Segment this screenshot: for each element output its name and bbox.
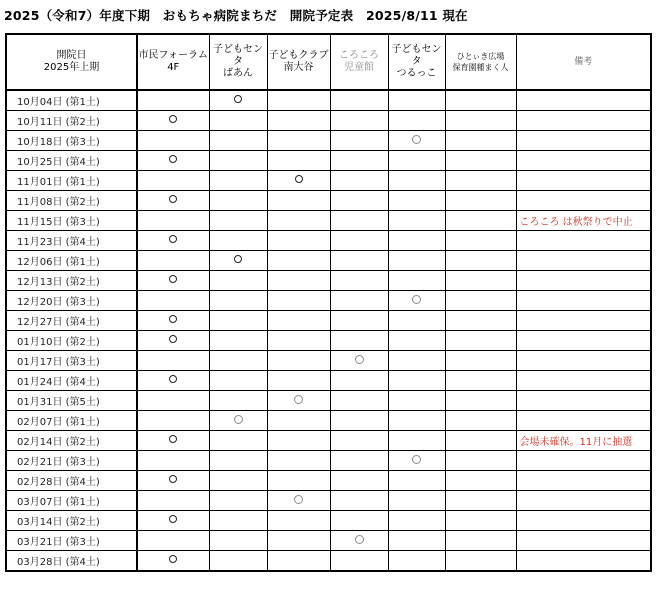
open-circle-icon <box>169 155 177 163</box>
note-cell <box>516 371 651 391</box>
open-circle-icon <box>295 175 303 183</box>
date-cell: 11月23日 (第4土) <box>6 231 137 251</box>
venue-cell <box>388 151 445 171</box>
venue-cell <box>137 471 209 491</box>
venue-cell <box>137 271 209 291</box>
note-cell <box>516 111 651 131</box>
schedule-row <box>6 291 651 311</box>
venue-cell <box>388 451 445 471</box>
open-circle-icon <box>169 515 177 523</box>
venue-cell <box>330 391 388 411</box>
date-cell: 10月04日 (第1土) <box>6 90 137 111</box>
venue-cell <box>330 291 388 311</box>
venue-header-baan <box>209 34 267 90</box>
venue-cell <box>137 371 209 391</box>
schedule-row <box>6 511 651 531</box>
venue-cell <box>137 191 209 211</box>
venue-cell <box>445 431 516 451</box>
note-cell: ころころ は秋祭りで中止 <box>516 211 651 231</box>
schedule-row <box>6 311 651 331</box>
date-cell: 02月21日 (第3土) <box>6 451 137 471</box>
venue-cell <box>267 291 330 311</box>
date-cell: 10月25日 (第4土) <box>6 151 137 171</box>
venue-cell <box>137 531 209 551</box>
venue-cell <box>445 371 516 391</box>
venue-header-line: ばあん <box>223 68 253 79</box>
note-cell <box>516 291 651 311</box>
open-circle-icon <box>169 235 177 243</box>
venue-cell <box>209 191 267 211</box>
venue-cell <box>209 431 267 451</box>
venue-cell <box>445 391 516 411</box>
open-circle-icon <box>169 335 177 343</box>
schedule-row <box>6 531 651 551</box>
open-circle-icon <box>169 195 177 203</box>
date-cell: 11月15日 (第3土) <box>6 211 137 231</box>
venue-header-tsurukko <box>388 34 445 90</box>
note-cell <box>516 171 651 191</box>
venue-cell <box>267 511 330 531</box>
venue-cell <box>330 471 388 491</box>
open-circle-icon <box>169 435 177 443</box>
venue-cell <box>267 211 330 231</box>
date-cell: 12月20日 (第3土) <box>6 291 137 311</box>
venue-cell <box>209 551 267 572</box>
venue-cell <box>209 371 267 391</box>
schedule-row <box>6 371 651 391</box>
notes-column-title: 備考 <box>574 57 593 67</box>
venue-cell <box>209 311 267 331</box>
schedule-row <box>6 451 651 471</box>
date-cell: 01月17日 (第3土) <box>6 351 137 371</box>
open-circle-icon <box>355 355 364 364</box>
venue-cell <box>330 331 388 351</box>
venue-cell <box>209 411 267 431</box>
note-cell <box>516 551 651 572</box>
open-circle-icon <box>294 495 303 504</box>
venue-cell <box>267 171 330 191</box>
venue-cell <box>137 551 209 572</box>
venue-cell <box>267 451 330 471</box>
schedule-row <box>6 131 651 151</box>
venue-cell <box>445 231 516 251</box>
venue-cell <box>267 131 330 151</box>
venue-cell <box>445 251 516 271</box>
open-circle-icon <box>169 315 177 323</box>
schedule-row <box>6 211 651 231</box>
venue-cell <box>137 311 209 331</box>
note-cell <box>516 411 651 431</box>
venue-cell <box>267 531 330 551</box>
date-cell: 11月01日 (第1土) <box>6 171 137 191</box>
venue-cell <box>330 191 388 211</box>
venue-cell <box>267 90 330 111</box>
venue-cell <box>388 90 445 111</box>
venue-cell <box>267 191 330 211</box>
venue-header-line: 南大谷 <box>283 62 314 73</box>
note-cell <box>516 311 651 331</box>
note-cell <box>516 471 651 491</box>
venue-cell <box>330 371 388 391</box>
venue-cell <box>388 271 445 291</box>
notes-column-header <box>516 34 651 90</box>
venue-cell <box>388 431 445 451</box>
open-circle-icon <box>169 375 177 383</box>
venue-cell <box>388 231 445 251</box>
note-cell <box>516 391 651 411</box>
venue-cell <box>445 511 516 531</box>
open-circle-icon <box>169 115 177 123</box>
open-circle-icon <box>412 295 421 304</box>
venue-cell <box>330 431 388 451</box>
schedule-row <box>6 411 651 431</box>
note-cell <box>516 191 651 211</box>
venue-cell <box>330 111 388 131</box>
venue-header-line: つるっこ <box>396 68 437 79</box>
date-cell: 03月28日 (第4土) <box>6 551 137 572</box>
venue-header-line: ころころ <box>339 50 379 61</box>
note-cell <box>516 90 651 111</box>
venue-cell <box>445 331 516 351</box>
date-cell: 03月14日 (第2土) <box>6 511 137 531</box>
date-cell: 01月10日 (第2土) <box>6 331 137 351</box>
date-cell: 12月13日 (第2土) <box>6 271 137 291</box>
venue-cell <box>137 391 209 411</box>
venue-cell <box>330 491 388 511</box>
venue-header-line: 子どもセンタ <box>213 44 263 67</box>
venue-cell <box>388 411 445 431</box>
open-circle-icon <box>234 255 242 263</box>
venue-cell <box>330 151 388 171</box>
venue-cell <box>445 211 516 231</box>
venue-cell <box>267 391 330 411</box>
venue-cell <box>445 411 516 431</box>
venue-cell <box>137 451 209 471</box>
venue-cell <box>209 211 267 231</box>
note-cell <box>516 231 651 251</box>
venue-cell <box>445 171 516 191</box>
open-circle-icon <box>169 555 177 563</box>
venue-cell <box>209 351 267 371</box>
venue-cell <box>209 231 267 251</box>
note-cell <box>516 351 651 371</box>
venue-cell <box>137 171 209 191</box>
venue-cell <box>330 311 388 331</box>
note-cell <box>516 271 651 291</box>
venue-cell <box>388 331 445 351</box>
open-circle-icon <box>234 415 243 424</box>
venue-cell <box>445 151 516 171</box>
venue-cell <box>209 451 267 471</box>
note-cell <box>516 491 651 511</box>
schedule-row <box>6 90 651 111</box>
venue-cell <box>267 551 330 572</box>
date-cell: 03月07日 (第1土) <box>6 491 137 511</box>
venue-cell <box>267 411 330 431</box>
venue-cell <box>330 411 388 431</box>
venue-header-line: 子どもクラブ <box>268 50 329 61</box>
venue-cell <box>137 251 209 271</box>
schedule-row <box>6 171 651 191</box>
date-cell: 12月27日 (第4土) <box>6 311 137 331</box>
note-cell <box>516 451 651 471</box>
schedule-row <box>6 111 651 131</box>
venue-cell <box>388 171 445 191</box>
venue-cell <box>137 111 209 131</box>
schedule-row <box>6 431 651 451</box>
schedule-row <box>6 251 651 271</box>
venue-header-line: 児童館 <box>344 62 374 73</box>
venue-cell <box>388 511 445 531</box>
open-circle-icon <box>294 395 303 404</box>
date-column-subtitle: 2025年上期 <box>43 62 100 73</box>
venue-cell <box>330 211 388 231</box>
venue-cell <box>209 171 267 191</box>
venue-cell <box>267 331 330 351</box>
date-cell: 02月14日 (第2土) <box>6 431 137 451</box>
venue-cell <box>388 291 445 311</box>
venue-cell <box>445 271 516 291</box>
schedule-row <box>6 391 651 411</box>
venue-cell <box>388 391 445 411</box>
date-column-title: 開院日 <box>56 50 87 61</box>
venue-cell <box>267 271 330 291</box>
venue-cell <box>209 271 267 291</box>
schedule-row <box>6 231 651 251</box>
venue-header-line: 保育園種まく人 <box>452 63 509 72</box>
venue-cell <box>209 90 267 111</box>
venue-cell <box>137 231 209 251</box>
venue-cell <box>137 331 209 351</box>
venue-cell <box>137 131 209 151</box>
venue-cell <box>330 551 388 572</box>
venue-cell <box>445 191 516 211</box>
venue-cell <box>445 451 516 471</box>
venue-cell <box>137 491 209 511</box>
page-title: 2025（令和7）年度下期 おもちゃ病院まちだ 開院予定表 2025/8/11 現在 <box>4 8 468 23</box>
venue-cell <box>137 291 209 311</box>
venue-cell <box>330 511 388 531</box>
schedule-row <box>6 151 651 171</box>
venue-cell <box>388 211 445 231</box>
venue-cell <box>445 131 516 151</box>
schedule-row <box>6 271 651 291</box>
venue-cell <box>137 431 209 451</box>
schedule-body <box>6 90 651 571</box>
note-cell <box>516 511 651 531</box>
venue-cell <box>388 371 445 391</box>
date-cell: 11月08日 (第2土) <box>6 191 137 211</box>
venue-cell <box>445 90 516 111</box>
date-cell: 02月28日 (第4土) <box>6 471 137 491</box>
venue-cell <box>267 311 330 331</box>
note-cell <box>516 331 651 351</box>
schedule-row <box>6 191 651 211</box>
date-cell: 10月11日 (第2土) <box>6 111 137 131</box>
venue-cell <box>330 131 388 151</box>
note-cell: 会場未確保。11月に抽選 <box>516 431 651 451</box>
header-row <box>6 34 651 90</box>
venue-cell <box>388 351 445 371</box>
venue-cell <box>209 251 267 271</box>
venue-cell <box>445 291 516 311</box>
venue-cell <box>137 511 209 531</box>
venue-cell <box>137 411 209 431</box>
date-cell: 03月21日 (第3土) <box>6 531 137 551</box>
venue-cell <box>137 90 209 111</box>
schedule-row <box>6 551 651 572</box>
venue-cell <box>388 191 445 211</box>
open-circle-icon <box>169 275 177 283</box>
venue-cell <box>445 111 516 131</box>
schedule-row <box>6 331 651 351</box>
schedule-row <box>6 471 651 491</box>
venue-cell <box>388 531 445 551</box>
venue-cell <box>388 311 445 331</box>
venue-cell <box>445 311 516 331</box>
venue-cell <box>267 151 330 171</box>
note-cell <box>516 131 651 151</box>
date-cell: 10月18日 (第3土) <box>6 131 137 151</box>
venue-cell <box>137 351 209 371</box>
note-cell <box>516 531 651 551</box>
venue-cell <box>209 511 267 531</box>
venue-cell <box>267 111 330 131</box>
venue-cell <box>209 471 267 491</box>
venue-cell <box>330 90 388 111</box>
venue-header-line: 市民フォーラム <box>138 50 208 61</box>
venue-cell <box>330 271 388 291</box>
venue-cell <box>388 491 445 511</box>
venue-header-minami-ooya <box>267 34 330 90</box>
venue-cell <box>209 491 267 511</box>
venue-cell <box>209 151 267 171</box>
venue-cell <box>330 351 388 371</box>
date-cell: 01月31日 (第5土) <box>6 391 137 411</box>
venue-cell <box>267 431 330 451</box>
open-circle-icon <box>234 95 242 103</box>
venue-cell <box>267 231 330 251</box>
venue-cell <box>388 551 445 572</box>
note-cell <box>516 251 651 271</box>
venue-header-korokoro <box>330 34 388 90</box>
venue-cell <box>330 251 388 271</box>
open-circle-icon <box>355 535 364 544</box>
venue-cell <box>330 231 388 251</box>
venue-cell <box>267 251 330 271</box>
venue-cell <box>267 491 330 511</box>
schedule-table <box>5 33 652 572</box>
venue-cell <box>209 331 267 351</box>
venue-cell <box>388 471 445 491</box>
venue-cell <box>209 531 267 551</box>
venue-cell <box>267 471 330 491</box>
schedule-row <box>6 351 651 371</box>
venue-cell <box>209 111 267 131</box>
venue-header-line: ひとぃき広場 <box>456 52 505 61</box>
venue-cell <box>330 171 388 191</box>
venue-cell <box>267 351 330 371</box>
venue-cell <box>137 211 209 231</box>
venue-cell <box>388 131 445 151</box>
venue-cell <box>209 391 267 411</box>
venue-cell <box>445 551 516 572</box>
open-circle-icon <box>412 135 421 144</box>
venue-cell <box>445 491 516 511</box>
venue-cell <box>330 451 388 471</box>
venue-cell <box>388 111 445 131</box>
date-column-header <box>6 34 137 90</box>
date-cell: 12月06日 (第1土) <box>6 251 137 271</box>
venue-cell <box>388 251 445 271</box>
open-circle-icon <box>412 455 421 464</box>
venue-header-line: 4F <box>167 62 180 73</box>
venue-cell <box>267 371 330 391</box>
date-cell: 02月07日 (第1土) <box>6 411 137 431</box>
schedule-row <box>6 491 651 511</box>
venue-cell <box>445 471 516 491</box>
venue-cell <box>209 291 267 311</box>
venue-cell <box>445 351 516 371</box>
venue-cell <box>445 531 516 551</box>
date-cell: 01月24日 (第4土) <box>6 371 137 391</box>
note-cell <box>516 151 651 171</box>
venue-header-shimin-forum <box>137 34 209 90</box>
venue-header-line: 子どもセンタ <box>391 44 442 67</box>
venue-header-hitoiki <box>445 34 516 90</box>
venue-cell <box>209 131 267 151</box>
venue-cell <box>137 151 209 171</box>
venue-cell <box>330 531 388 551</box>
open-circle-icon <box>169 475 177 483</box>
